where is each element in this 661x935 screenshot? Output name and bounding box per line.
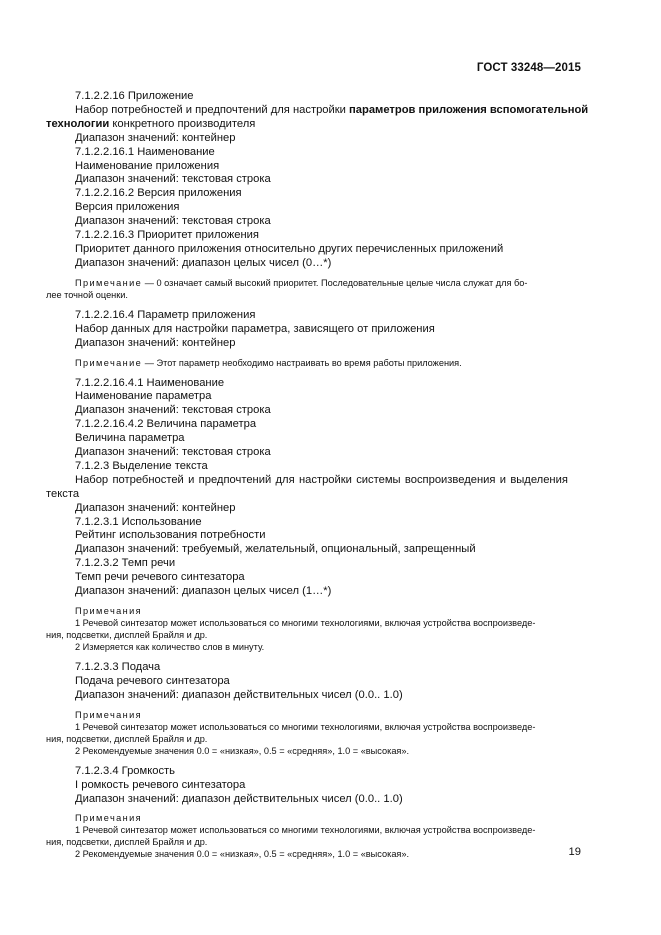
value-range: Диапазон значений: контейнер (75, 501, 236, 514)
section-description: Набор потребностей и предпочтений для настройки системы воспроизведения и выделения (75, 473, 568, 486)
bold-text-run: технологии (46, 117, 110, 130)
notes-label: Примечания (75, 606, 143, 616)
note-dash: — (144, 277, 154, 288)
value-range: Диапазон значений: диапазон целых чисел (0…*) (75, 256, 332, 269)
value-range: Диапазон значений: текстовая строка (75, 404, 271, 417)
note-cont: лее точной оценки. (46, 289, 128, 300)
section-heading: 7.1.2.2.16.4.2 Величина параметра (75, 418, 257, 431)
note (75, 277, 587, 289)
note (75, 357, 587, 369)
section-heading: 7.1.2.3.1 Использование (75, 515, 202, 528)
value-range: Диапазон значений: текстовая строка (75, 446, 271, 459)
value-range: Диапазон значений: диапазон целых чисел (1…*) (75, 585, 332, 598)
note-item: 2 Измеряется как количество слов в минуту. (75, 642, 265, 652)
page-number: 19 (568, 846, 581, 858)
section-heading: 7.1.2.2.16.3 Приоритет приложения (75, 229, 259, 242)
notes-label: Примечания (75, 813, 143, 824)
section-description: Наименование параметра (75, 390, 212, 403)
note-item: 1 Речевой синтезатор может использоваться со многими технологиями, включая устройства воспроизведе- (75, 618, 536, 628)
notes-label: Примечания (75, 709, 143, 720)
section-description: Версия приложения (75, 201, 180, 214)
document-body (46, 90, 589, 860)
section-description-cont: текста (46, 487, 80, 500)
section-heading: 7.1.2.3 Выделение текста (75, 459, 208, 472)
text-run: конкретного производителя (112, 117, 256, 130)
note-label: Примечание (75, 357, 143, 368)
note-item: 1 Речевой синтезатор может использоваться со многими технологиями, включая устройства воспроизведе- (75, 721, 536, 732)
value-range: Диапазон значений: требуемый, желательный, опциональный, запрещенный (75, 543, 476, 556)
note-item: 1 Речевой синтезатор может использоваться со многими технологиями, включая устройства воспроизведе- (75, 825, 536, 836)
note-item: 2 Рекомендуемые значения 0.0 = «низкая», 0.5 = «средняя», 1.0 = «высокая». (75, 745, 410, 756)
note-label: Примечание (75, 277, 143, 288)
section-heading: 7.1.2.2.16 Приложение (75, 90, 194, 102)
section-description-cont (46, 118, 587, 132)
section-description: Приоритет данного приложения относительно других перечисленных приложений (75, 242, 504, 255)
value-range: Диапазон значений: контейнер (75, 131, 236, 144)
section-description: Величина параметра (75, 432, 185, 445)
value-range: Диапазон значений: диапазон действительных чисел (0.0.. 1.0) (75, 688, 403, 701)
note-text: Этот параметр необходимо настраивать во время работы приложения. (156, 357, 462, 368)
value-range: Диапазон значений: текстовая строка (75, 215, 271, 228)
section-description: Темп речи речевого синтезатора (75, 571, 245, 584)
section-description: Набор данных для настройки параметра, зависящего от приложения (75, 322, 435, 335)
note-item-cont: ния, подсветки, дисплей Брайля и др. (46, 837, 208, 848)
value-range: Диапазон значений: диапазон действительных чисел (0.0.. 1.0) (75, 792, 403, 805)
note-dash: — (144, 357, 154, 368)
value-range: Диапазон значений: текстовая строка (75, 173, 271, 186)
section-description (75, 104, 587, 118)
section-heading: 7.1.2.3.3 Подача (75, 661, 161, 673)
value-range: Диапазон значений: контейнер (75, 336, 236, 349)
section-description: Наименование приложения (75, 159, 220, 172)
section-heading: 7.1.2.2.16.2 Версия приложения (75, 187, 242, 200)
section-description: Подача речевого синтезатора (75, 674, 230, 687)
section-heading: 7.1.2.2.16.1 Наименование (75, 145, 215, 158)
text-run: Набор потребностей и предпочтений для настройки (75, 103, 346, 116)
standard-header: ГОСТ 33248—2015 (476, 62, 581, 74)
section-heading: 7.1.2.2.16.4.1 Наименование (75, 376, 225, 389)
bold-text-run: параметров приложения вспомогательной (349, 103, 589, 116)
section-heading: 7.1.2.3.2 Темп речи (75, 557, 176, 570)
note-item-cont: ния, подсветки, дисплей Брайля и др. (46, 733, 208, 744)
note-item: 2 Рекомендуемые значения 0.0 = «низкая», 0.5 = «средняя», 1.0 = «высокая». (75, 849, 410, 860)
note-text: 0 означает самый высокий приоритет. Последовательные целые числа служат для бо- (156, 277, 528, 288)
note-item-cont: ния, подсветки, дисплей Брайля и др. (46, 630, 208, 640)
section-heading: 7.1.2.3.4 Громкость (75, 764, 176, 777)
section-description: Рейтинг использования потребности (75, 529, 266, 542)
section-description: I ромкость речевого синтезатора (75, 778, 246, 791)
section-heading: 7.1.2.2.16.4 Параметр приложения (75, 308, 256, 321)
